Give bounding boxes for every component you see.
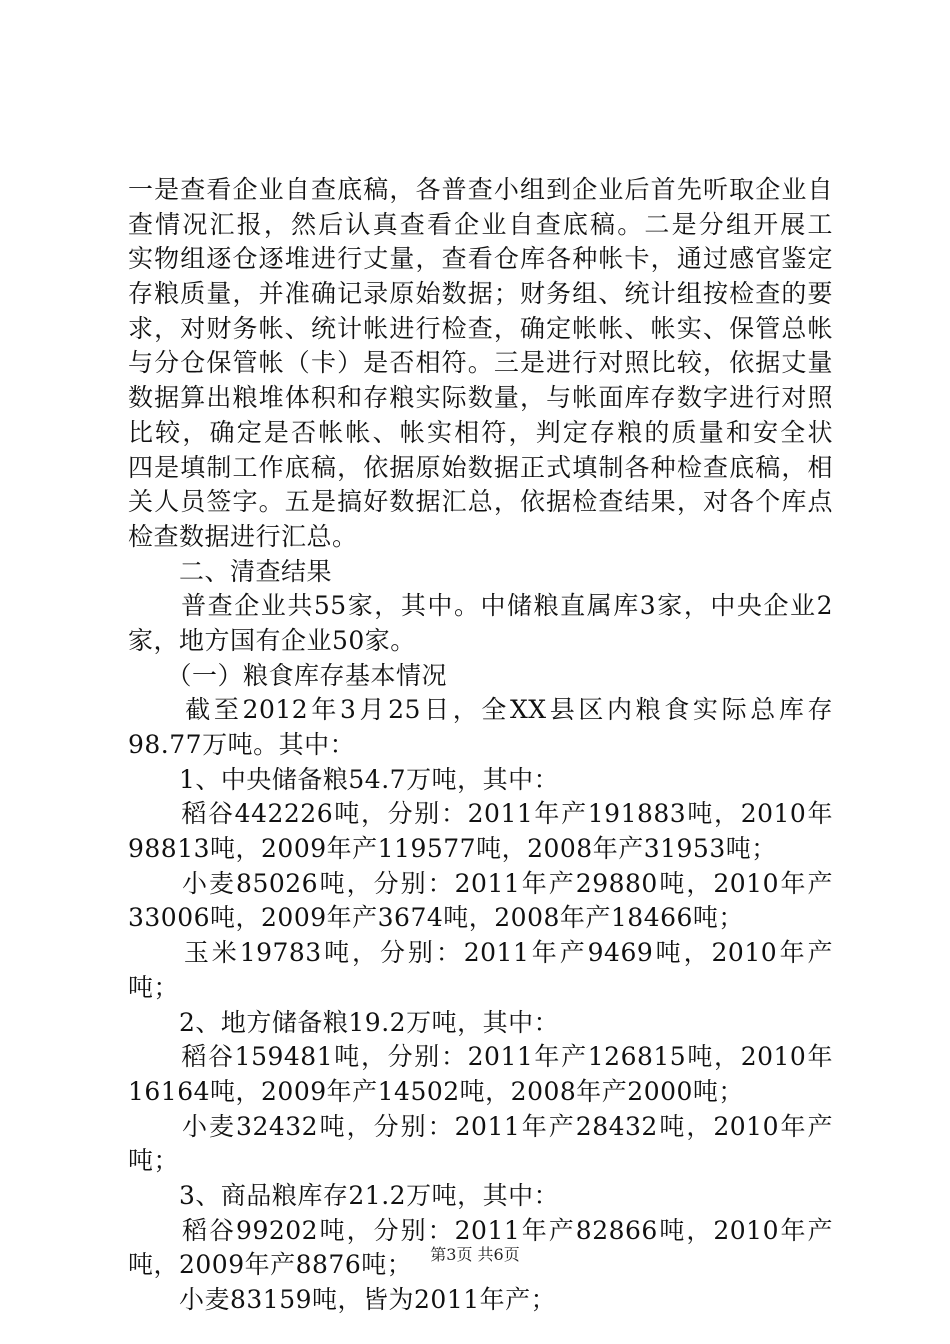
text-line: 一是查看企业自查底稿，各普查小组到企业后首先听取企业自: [128, 175, 833, 204]
text-line: 数据算出粮堆体积和存粮实际数量，与帐面库存数字进行对照: [128, 383, 833, 413]
text-line: 稻谷442226吨，分别：2011年产191883吨，2010年: [181, 799, 833, 829]
text-line: 普查企业共55家，其中。中储粮直属库3家，中央企业2: [128, 591, 833, 621]
list-heading: 3、商品粮库存21.2万吨，其中：: [128, 1180, 560, 1210]
text-line: 实物组逐仓逐堆进行丈量，查看仓库各种帐卡，通过感官鉴定: [128, 244, 833, 274]
text-line: 吨，2009年产8876吨；: [128, 1250, 413, 1280]
text-line: 小麦32432吨，分别：2011年产28432吨，2010年产: [182, 1111, 833, 1141]
text-line: 求，对财务帐、统计帐进行检查，确定帐帐、帐实、保管总帐: [128, 313, 833, 343]
page-number-label: 第3页 共6页: [430, 1245, 520, 1264]
text-line: 16164吨，2009年产14502吨，2008年产2000吨；: [128, 1076, 744, 1106]
document-body: [128, 173, 833, 1318]
text-line: 截至2012年3月25日，全XX县区内粮食实际总库存: [128, 695, 833, 725]
text-line: 吨；: [128, 1146, 180, 1176]
text-line: 小麦83159吨，皆为2011年产；: [128, 1285, 557, 1314]
text-line: 33006吨，2009年产3674吨，2008年产18466吨；: [128, 903, 744, 933]
list-heading: 2、地方储备粮19.2万吨，其中：: [128, 1007, 560, 1037]
text-line: 存粮质量，并准确记录原始数据；财务组、统计组按检查的要: [128, 279, 833, 309]
page-footer: [0, 1245, 950, 1265]
text-line: 家，地方国有企业50家。: [128, 625, 416, 655]
text-line: 稻谷99202吨，分别：2011年产82866吨，2010年产: [182, 1215, 833, 1245]
text-line: 吨；: [128, 972, 180, 1002]
text-line: 小麦85026吨，分别：2011年产29880吨，2010年产: [128, 868, 833, 898]
text-line: 玉米19783吨，分别：2011年产9469吨，2010年产: [183, 938, 833, 968]
text-line: 四是填制工作底稿，依据原始数据正式填制各种检查底稿，相: [128, 452, 833, 482]
subsection-heading: （一）粮食库存基本情况: [128, 660, 448, 690]
section-heading: 二、清查结果: [128, 556, 333, 586]
text-line: 查情况汇报，然后认真查看企业自查底稿。二是分组开展工: [128, 209, 833, 239]
text-line: 稻谷159481吨，分别：2011年产126815吨，2010年: [181, 1042, 833, 1072]
text-line: 检查数据进行汇总。: [128, 521, 358, 551]
list-heading: 1、中央储备粮54.7万吨，其中：: [128, 764, 560, 794]
text-line: 98813吨，2009年产119577吨，2008年产31953吨；: [128, 834, 777, 864]
text-line: 比较，确定是否帐帐、帐实相符，判定存粮的质量和安全状: [128, 417, 833, 447]
text-line: 98.77万吨。其中：: [128, 730, 356, 759]
text-line: 关人员签字。五是搞好数据汇总，依据检查结果，对各个库点: [128, 487, 833, 517]
text-line: 与分仓保管帐（卡）是否相符。三是进行对照比较，依据丈量: [128, 348, 833, 378]
